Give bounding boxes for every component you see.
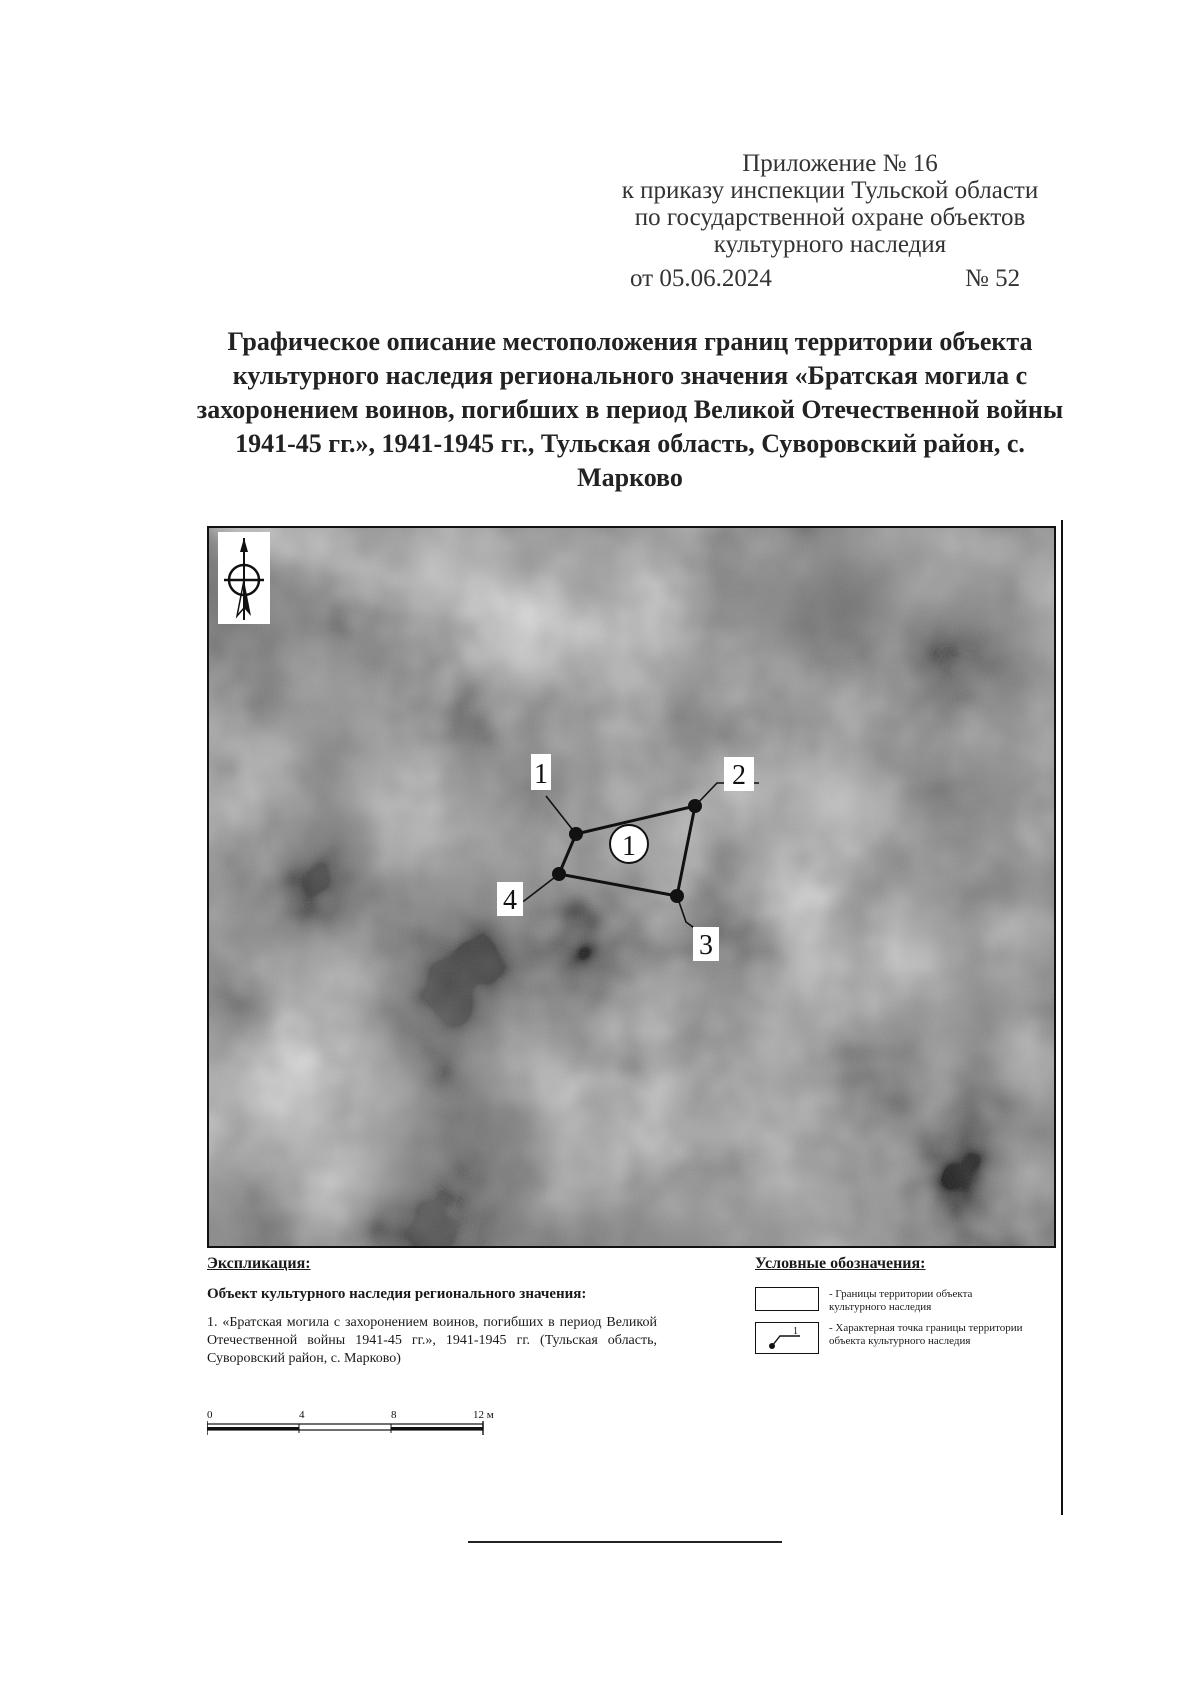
boundary-point-symbol-icon [756,1323,818,1353]
boundary-point-3 [670,889,684,903]
object-marker-label: 1 [622,831,636,862]
order-date: от 05.06.2024 [630,265,772,292]
boundary-point-2 [688,799,702,813]
north-arrow [218,532,270,624]
point-symbol [755,1322,819,1354]
page-rule [1061,520,1063,1515]
compass-icon [218,532,270,624]
point-label-4: 4 [503,885,517,916]
appendix-header [560,150,1100,258]
order-line: по государственной охране объектов [634,204,1026,231]
boundary-point-1 [569,827,583,841]
order-number: № 52 [965,265,1021,292]
point-label-3: 3 [699,930,713,961]
point-symbol-label: 1 [793,1326,798,1337]
order-line: культурного наследия [713,231,947,258]
legend-item-boundary: - Границы территории объекта культурного наследия [829,1288,973,1313]
scale-tick-label: 4 [299,1409,305,1421]
appendix-number: Приложение № 16 [742,150,938,177]
scale-tick-label: 0 [207,1409,213,1421]
explication-text: 1. «Братская могила с захоронением воинов, погибших в период Великой Отечественной войны 1941-45 гг.», 1941-1945 гг. (Тульская область, Суворовский район, с. Марково) [207,1315,657,1366]
satellite-map [207,526,1056,1248]
scale-bar [207,1407,527,1447]
explication-heading: Экспликация: [207,1255,311,1272]
point-label-1: 1 [534,759,548,790]
point-label-2: 2 [732,760,746,791]
scale-tick-label: 12 м [473,1409,494,1421]
explication-subheading: Объект культурного наследия регионального значения: [207,1286,587,1302]
document-title: Графическое описание местоположения границ территории объекта культурного наследия регионального значения «Братская могила с захоронением воинов, погибших в период Великой Отечественной войны 1941-45 гг.», 1941-1945 гг., Тульская область, Суворовский район, с. Марково [196,327,1064,492]
scale-bar-graphic [207,1407,527,1447]
legend-area [207,1252,1056,1515]
legend-item-point: - Характерная точка границы территории объекта культурного наследия [829,1322,1023,1347]
bottom-separator [468,1541,782,1543]
boundary-point-4 [552,867,566,881]
order-line: к приказу инспекции Тульской области [621,177,1039,204]
map-image [209,528,1056,1248]
legend-heading: Условные обозначения: [755,1255,926,1272]
boundary-symbol [755,1287,819,1311]
scale-tick-label: 8 [391,1409,397,1421]
